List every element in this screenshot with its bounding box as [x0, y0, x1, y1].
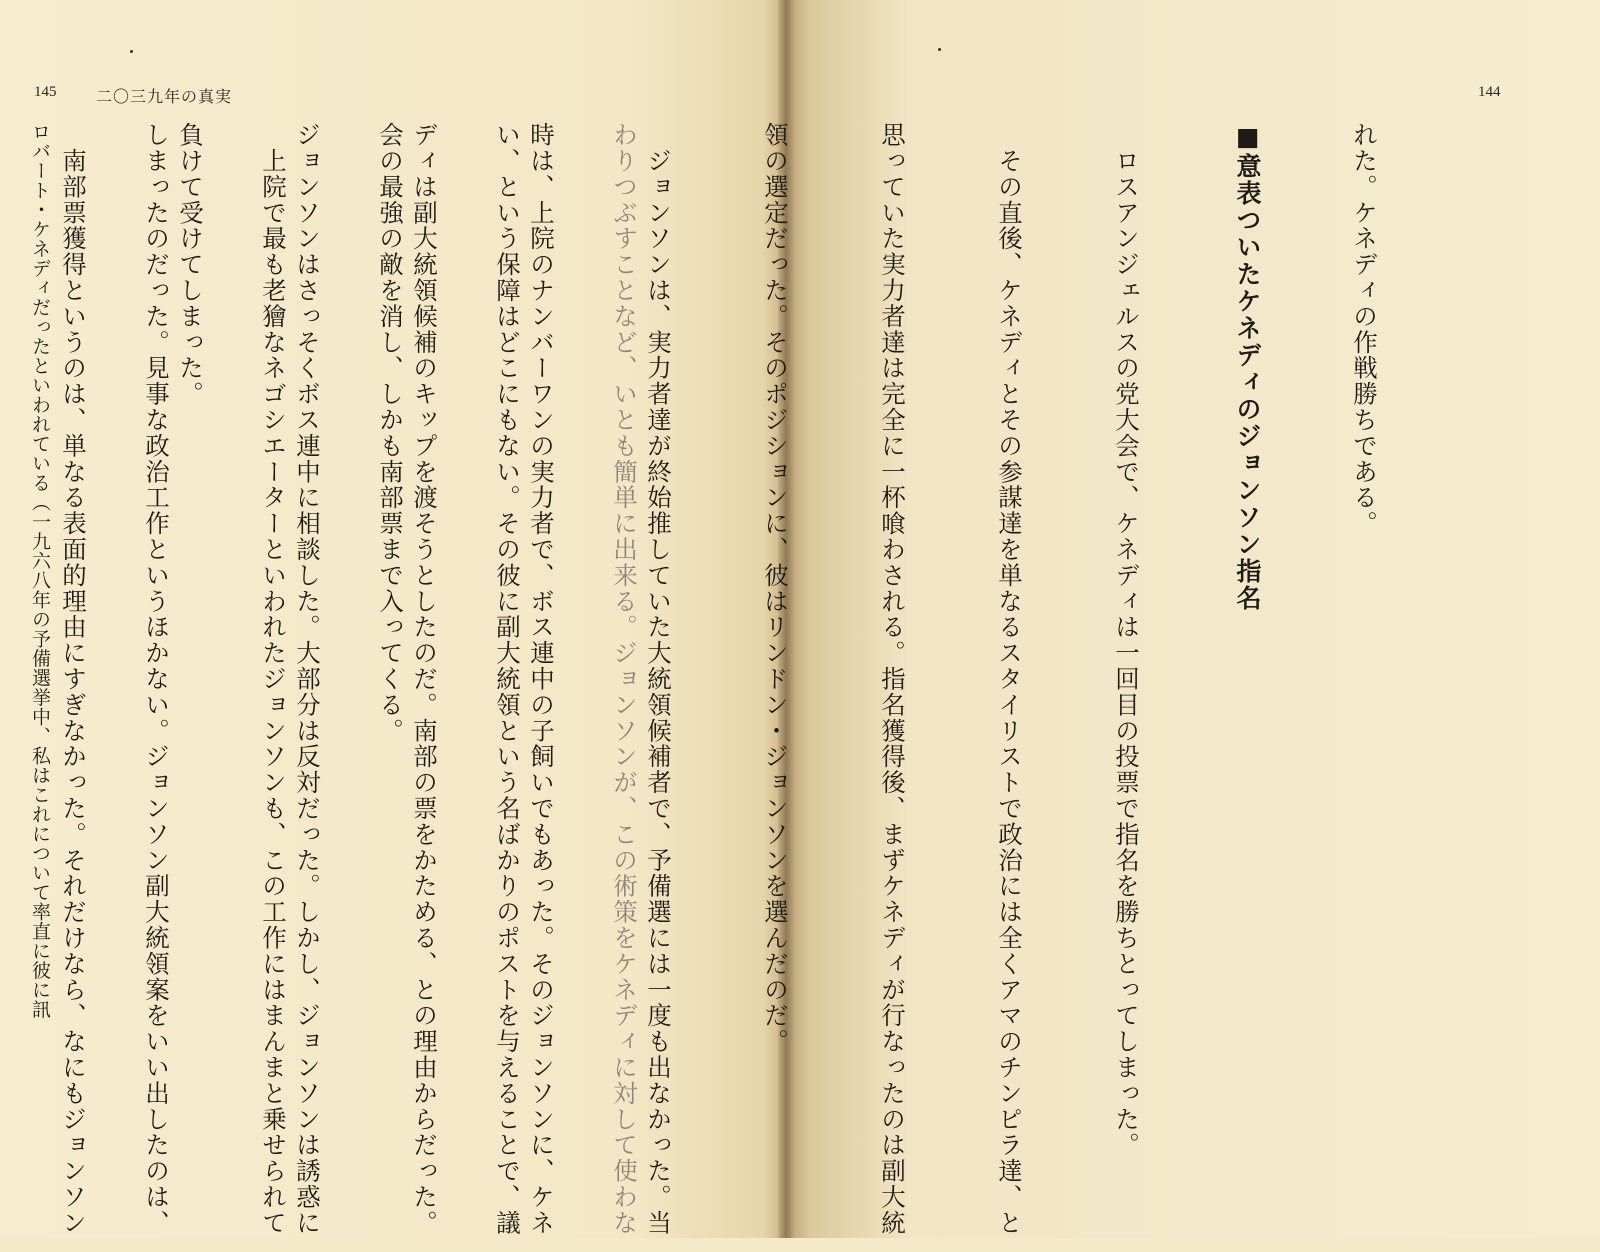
text-column: 会の最強の敵を消し、しかも南部票まで入ってくる。: [376, 122, 405, 744]
page-number-left: 145: [34, 84, 57, 100]
text-column: ジョンソンは、実力者達が終始推していた大統領候補者で、予備選には一度も出なかった。当: [644, 122, 673, 1236]
text-column: 領の選定だった。そのポジションに、彼はリンドン・ジョンソンを選んだのだ。: [761, 122, 790, 1055]
text-column: ロバート・ケネディだったといわれている（一九六八年の予備選挙中、私はこれについて率直に彼に訊: [29, 122, 51, 1019]
page-number-right: 144: [1478, 84, 1501, 100]
text-column: 上院で最も老獪なネゴシエーターといわれたジョンソンも、この工作にはまんまと乗せられて: [259, 122, 288, 1236]
text-column: しまったのだった。見事な政治工作というほかない。ジョンソン副大統領案をいい出したのは、: [142, 122, 171, 1236]
text-column: ディは副大統領候補のキップを渡そうとしたのだ。南部の票をかためる、との理由からだった。: [410, 122, 439, 1236]
text-column: その直後、ケネディとその参謀達を単なるスタイリストで政治には全くアマのチンピラ達、と: [995, 122, 1024, 1236]
text-column: わりつぶすことなど、いとも簡単に出来る。ジョンソンが、この術策をケネディに対して使わな: [610, 122, 639, 1236]
text-column: 南部票獲得というのは、単なる表面的理由にすぎなかった。それだけなら、なにもジョンソン: [59, 122, 88, 1236]
text-column: 思っていた実力者達は完全に一杯喰わされる。指名獲得後、まずケネディが行なったのは副大統: [878, 122, 907, 1236]
text-column: い、という保障はどこにもない。その彼に副大統領という名ばかりのポストを与えることで、議: [493, 122, 522, 1236]
text-column: ジョンソンはさっそくボス連中に相談した。大部分は反対だった。しかし、ジョンソンは誘惑に: [293, 122, 322, 1236]
print-speck: [130, 50, 133, 53]
text-column: 時は、上院のナンバーワンの実力者で、ボス連中の子飼いでもあった。そのジョンソンに、ケネ: [527, 122, 556, 1236]
text-column: 負けて受けてしまった。: [176, 122, 205, 407]
section-heading: ■意表ついたケネディのジョンソン指名: [1233, 122, 1262, 612]
left-page-text: [22, 122, 722, 1252]
text-column: れた。ケネディの作戦勝ちである。: [1350, 122, 1379, 537]
text-column: ロスアンジェルスの党大会で、ケネディは一回目の投票で指名を勝ちとってしまった。: [1112, 122, 1141, 1158]
print-speck: [938, 48, 941, 51]
running-head: 二〇三九年の真実: [96, 87, 233, 106]
